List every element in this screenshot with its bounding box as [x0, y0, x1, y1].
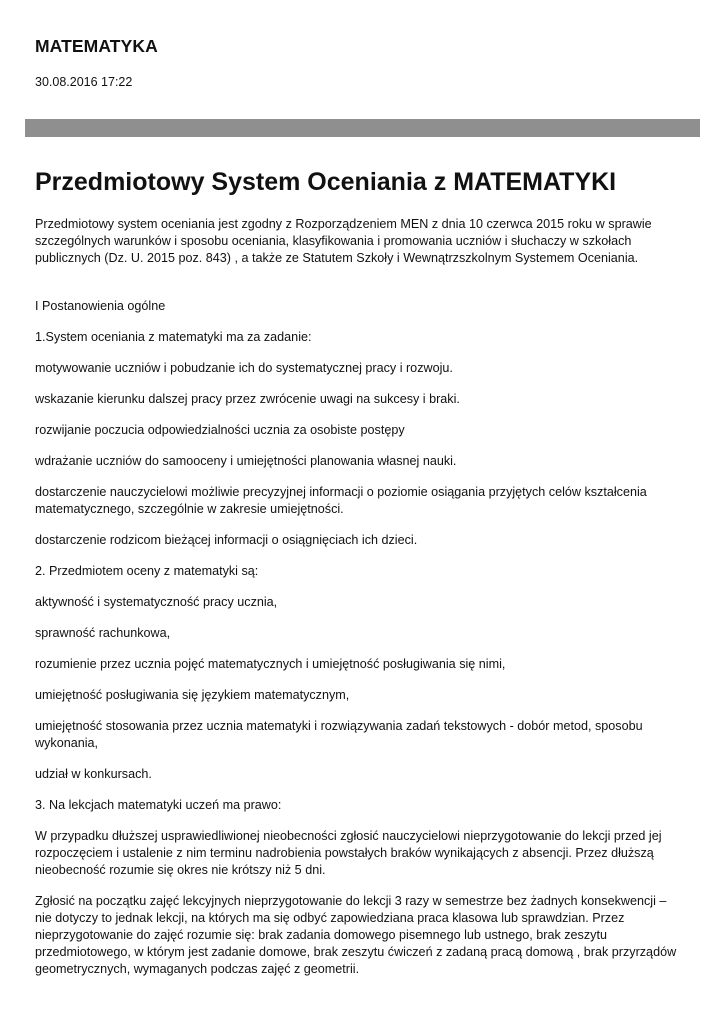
list-item: wskazanie kierunku dalszej pracy przez zwrócenie uwagi na sukcesy i braki.: [35, 392, 460, 406]
publish-datetime: 30.08.2016 17:22: [35, 75, 133, 89]
list-item: dostarczenie nauczycielowi możliwie precyzyjnej informacji o poziomie osiągania przyjętych celów kształcenia matematycznego, szczególnie w zakresie umiejętności.: [35, 485, 647, 516]
document-title: Przedmiotowy System Oceniania z MATEMATYKI: [35, 168, 617, 196]
list-item: wdrażanie uczniów do samooceny i umiejętności planowania własnej nauki.: [35, 454, 457, 468]
list-item: sprawność rachunkowa,: [35, 626, 171, 640]
section-title: MATEMATYKA: [35, 36, 158, 56]
list-item: Zgłosić na początku zajęć lekcyjnych nieprzygotowanie do lekcji 3 razy w semestrze bez żadnych konsekwencji – nie dotyczy to jednak lekcji, na których ma się odbyć zapowiedziana praca klasowa lub sprawdzian. Przez nieprzygotowanie do zajęć rozumie się: brak zadania domowego pisemnego lub ustnego, brak zeszytu przedmiotowego, w którym jest zadanie domowe, brak zeszytu ćwiczeń z zadaną pracą domową , brak przyrządów geometrycznych, wymaganych podczas zajęć z geometrii.: [35, 894, 677, 976]
list-item: rozwijanie poczucia odpowiedzialności ucznia za osobiste postępy: [35, 423, 405, 437]
point-1-heading: 1.System oceniania z matematyki ma za zadanie:: [35, 330, 312, 344]
list-item: rozumienie przez ucznia pojęć matematycznych i umiejętność posługiwania się nimi,: [35, 657, 506, 671]
list-item: umiejętność stosowania przez ucznia matematyki i rozwiązywania zadań tekstowych - dobór metod, sposobu wykonania,: [35, 719, 643, 750]
list-item: W przypadku dłuższej usprawiedliwionej nieobecności zgłosić nauczycielowi nieprzygotowanie do lekcji przed jej rozpoczęciem i ustalenie z nim terminu nadrobienia powstałych braków wynikających z absencji. Przez dłuższą nieobecność rozumie się okres nie krótszy niż 5 dni.: [35, 829, 662, 877]
point-2-heading: 2. Przedmiotem oceny z matematyki są:: [35, 564, 259, 578]
list-item: aktywność i systematyczność pracy ucznia,: [35, 595, 278, 609]
list-item: dostarczenie rodzicom bieżącej informacji o osiągnięciach ich dzieci.: [35, 533, 418, 547]
page-header: [35, 36, 158, 89]
list-item: umiejętność posługiwania się językiem matematycznym,: [35, 688, 350, 702]
article: [35, 166, 685, 992]
intro-paragraph: Przedmiotowy system oceniania jest zgodny z Rozporządzeniem MEN z dnia 10 czerwca 2015 roku w sprawie szczególnych warunków i sposobu oceniania, klasyfikowania i promowania uczniów i słuchaczy w szkołach publicznych (Dz. U. 2015 poz. 843) , a także ze Statutem Szkoły i Wewnątrzszkolnym Systemem Oceniania.: [35, 217, 652, 265]
point-3-heading: 3. Na lekcjach matematyki uczeń ma prawo:: [35, 798, 282, 812]
article-content: [35, 298, 685, 978]
divider-bar: [25, 119, 700, 137]
list-item: motywowanie uczniów i pobudzanie ich do systematycznej pracy i rozwoju.: [35, 361, 453, 375]
heading-general-provisions: I Postanowienia ogólne: [35, 299, 166, 313]
list-item: udział w konkursach.: [35, 767, 152, 781]
